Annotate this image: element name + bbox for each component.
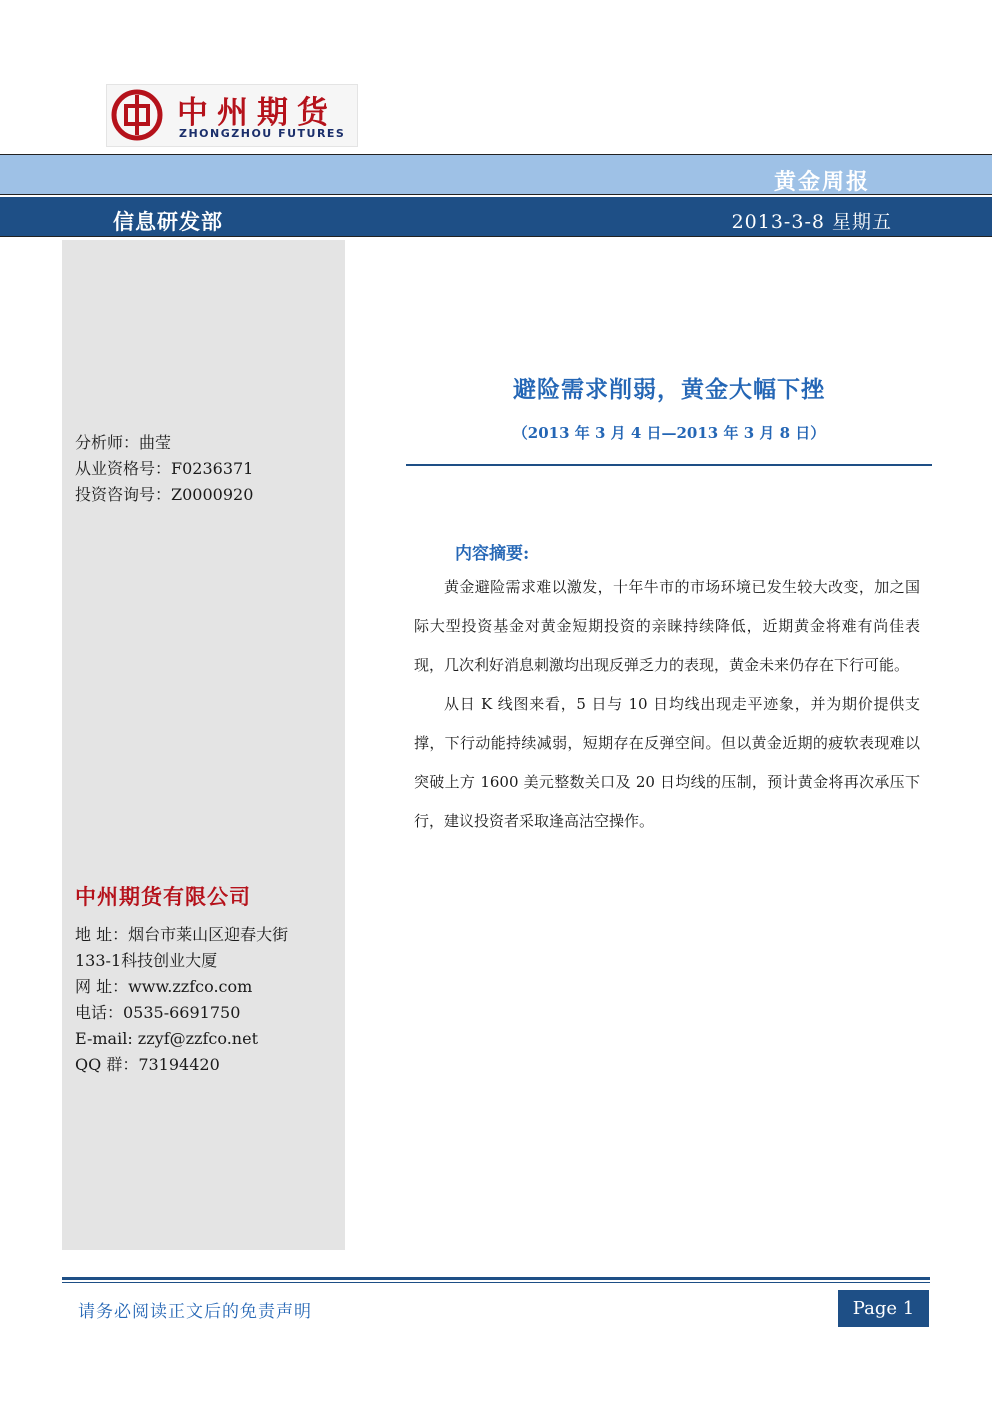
analyst-advisory-number: 投资咨询号：Z0000920 xyxy=(75,485,254,504)
header-band-bottom xyxy=(0,197,992,237)
company-address-line2: 133-1科技创业大厦 xyxy=(75,951,218,970)
page-number-badge: Page 1 xyxy=(838,1290,929,1327)
company-qq: QQ 群：73194420 xyxy=(75,1055,220,1074)
company-contact xyxy=(75,922,337,1078)
company-website: 网 址：www.zzfco.com xyxy=(75,977,253,996)
department-label: 信息研发部 xyxy=(113,209,223,234)
company-phone: 电话：0535-6691750 xyxy=(75,1003,241,1022)
report-date: 2013-3-8 星期五 xyxy=(731,211,892,233)
logo-name-cn: 中州期货 xyxy=(177,95,337,131)
analyst-qualification: 从业资格号：F0236371 xyxy=(75,459,254,478)
report-period: （2013 年 3 月 4 日—2013 年 3 月 8 日） xyxy=(512,424,826,442)
footer-divider-thin xyxy=(62,1282,930,1283)
report-title: 避险需求削弱，黄金大幅下挫 xyxy=(513,376,825,403)
analyst-info xyxy=(75,430,253,508)
company-email: E-mail: zzyf@zzfco.net xyxy=(75,1029,259,1048)
report-type: 黄金周报 xyxy=(773,169,870,195)
logo-name-en: ZHONGZHOU FUTURES xyxy=(179,127,346,140)
abstract-paragraph-1: 黄金避险需求难以激发，十年牛市的市场环境已发生较大改变，加之国际大型投资基金对黄金短期投资的亲睐持续降低，近期黄金将难有尚佳表现，几次利好消息刺激均出现反弹乏力的表现，黄金未来仍存在下行可能。 xyxy=(414,578,920,674)
disclaimer-notice: 请务必阅读正文后的免责声明 xyxy=(78,1302,312,1322)
company-address-line1: 地 址：烟台市莱山区迎春大街 xyxy=(75,925,289,944)
abstract-paragraph-2: 从日 K 线图来看，5 日与 10 日均线出现走平迹象，并为期价提供支撑，下行动能持续减弱，短期存在反弹空间。但以黄金近期的疲软表现难以突破上方 1600 美元整数关口及 20 日均线的压制，预计黄金将再次承压下行，建议投资者采取逢高沽空操作。 xyxy=(414,695,920,830)
sidebar-panel xyxy=(62,240,345,1250)
footer-divider xyxy=(62,1277,930,1280)
abstract-body xyxy=(414,568,920,841)
title-divider xyxy=(406,464,932,466)
abstract-heading: 内容摘要: xyxy=(455,544,530,564)
logo-emblem-icon xyxy=(111,89,163,141)
analyst-name: 分析师：曲莹 xyxy=(75,433,172,452)
company-logo xyxy=(106,84,358,147)
header-band-top xyxy=(0,154,992,195)
company-name: 中州期货有限公司 xyxy=(75,885,251,909)
